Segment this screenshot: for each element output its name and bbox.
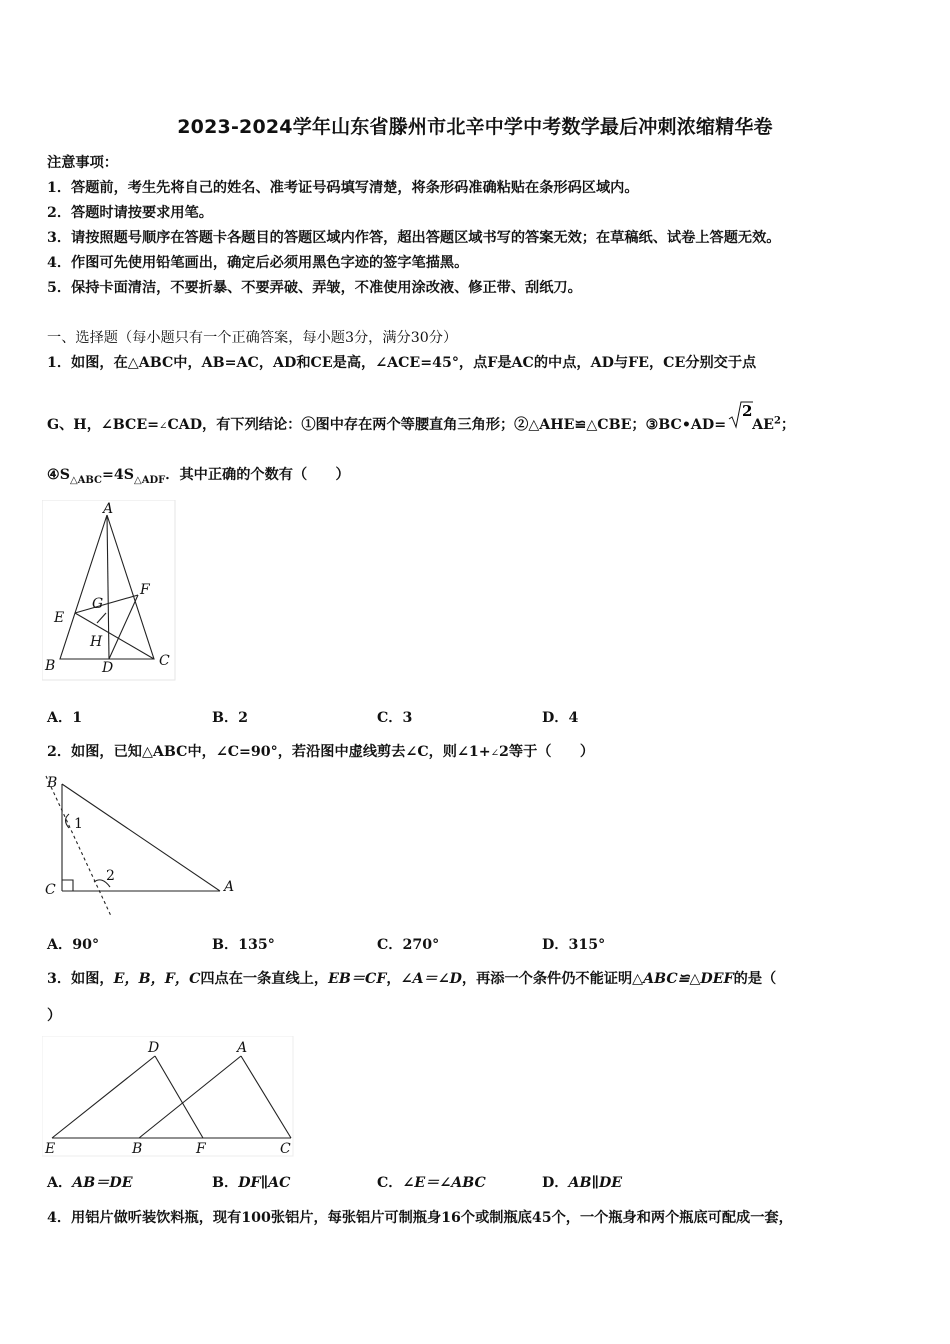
label-h: H: [90, 634, 103, 650]
q1-option-b[interactable]: B．2: [212, 710, 249, 726]
label-f: F: [196, 1141, 206, 1157]
option-math: DF∥AC: [238, 1175, 291, 1191]
q3-line1-d: ，再添一个条件仍不能证明: [461, 971, 633, 987]
option-prefix: A．: [47, 1175, 73, 1191]
segment-df: [155, 1056, 203, 1138]
q1-figure: [42, 500, 182, 685]
q3-line1-e: 的是（: [733, 971, 777, 987]
cut-line: [46, 776, 111, 916]
label-a: A: [237, 1040, 248, 1056]
q1-line3-b: =4S: [102, 467, 135, 483]
q1-line3-c: ．其中正确的个数有（ ）: [165, 467, 350, 483]
q1-option-d[interactable]: D．4: [542, 710, 579, 726]
q2-option-b[interactable]: B．135°: [212, 937, 275, 953]
segment-ed: [52, 1056, 155, 1138]
q1-line2: [47, 402, 796, 434]
notice-item: 4．作图可先使用铅笔画出，确定后必须用黑色字迹的签字笔描黑。: [47, 255, 469, 271]
q3-option-a[interactable]: [47, 1172, 133, 1192]
q2-text-end: 2等于（ ）: [499, 744, 595, 760]
q3-line1-eq1: EB＝CF: [328, 971, 387, 987]
side-ab: [62, 784, 220, 891]
altitude-ad: [107, 515, 109, 659]
q3-line1-eq2: ∠A＝∠D: [400, 971, 462, 987]
q2-text: [47, 741, 594, 761]
segment-ba: [139, 1056, 241, 1138]
label-c: C: [159, 653, 170, 669]
q3-option-c[interactable]: [377, 1172, 486, 1192]
notice-item: 1．答题前，考生先将自己的姓名、准考证号码填写清楚，将条形码准确粘贴在条形码区域内。: [47, 180, 639, 196]
sqrt-sign-icon: [728, 399, 754, 429]
q3-figure: [42, 1036, 297, 1158]
segment-df: [109, 595, 138, 659]
q1-line2-a: G、H，∠BCE=: [47, 417, 160, 433]
option-prefix: C．: [377, 1175, 403, 1191]
q2-option-d[interactable]: D．315°: [542, 937, 606, 953]
label-a: A: [224, 879, 235, 895]
option-math: ∠E＝∠ABC: [402, 1175, 486, 1191]
q1-line1: 1．如图，在△ABC中，AB=AC，AD和CE是高，∠ACE=45°，点F是AC的中点，AD与FE，CE分别交于点: [47, 355, 757, 371]
segment-h: [97, 613, 106, 623]
segment-ac: [241, 1056, 291, 1138]
notice-item: 3．请按照题号顺序在答题卡各题目的答题区域内作答，超出答题区域书写的答案无效；在草稿纸、试卷上答题无效。: [47, 230, 781, 246]
q3-line1: [47, 968, 776, 988]
q1-line2-c: CAD，有下列结论：①图中存在两个等腰直角三角形；②△AHE≌△CBE；③BC•AD=: [167, 417, 727, 433]
label-b: B: [45, 658, 56, 674]
q1-sqrt: [726, 402, 753, 429]
q1-line3: [47, 464, 350, 486]
right-angle-mark: [62, 880, 73, 891]
option-prefix: B．: [212, 1175, 239, 1191]
q3-option-d[interactable]: [542, 1172, 622, 1192]
option-prefix: D．: [542, 1175, 569, 1191]
q2-angle-symbol: ∠: [490, 748, 500, 759]
q3-option-b[interactable]: [212, 1172, 290, 1192]
q3-line2: ）: [47, 1008, 62, 1024]
q2-option-a[interactable]: A．90°: [47, 937, 100, 953]
label-angle-1: 1: [74, 816, 83, 832]
q3-line1-vars: E，B，F，C: [113, 971, 201, 987]
q1-line2-e: ；: [780, 417, 796, 433]
q1-sub-abc: △ABC: [69, 474, 103, 486]
label-c: C: [280, 1141, 291, 1157]
q1-option-a[interactable]: A．1: [47, 710, 83, 726]
q1-superscript: 2: [773, 415, 781, 427]
q2-option-c[interactable]: C．270°: [377, 937, 440, 953]
q2-figure: [42, 772, 252, 922]
section-heading: 一、选择题（每小题只有一个正确答案，每小题3分，满分30分）: [47, 330, 458, 346]
label-b: B: [47, 775, 58, 791]
notice-item: 2．答题时请按要求用笔。: [47, 205, 213, 221]
label-angle-2: 2: [106, 868, 115, 884]
label-a: A: [103, 501, 114, 517]
q3-line1-c: ，: [386, 971, 401, 987]
sqrt-radicand: 2: [742, 402, 753, 420]
q4-text: 4．用铝片做听装饮料瓶，现有100张铝片，每张铝片可制瓶身16个或制瓶底45个，一个瓶身和两个瓶底可配成一套，: [47, 1210, 793, 1226]
q2-text-a: 2．如图，已知△ABC中，∠C=90°，若沿图中虚线剪去∠C，则∠1+: [47, 744, 491, 760]
notice-heading: 注意事项：: [47, 155, 118, 171]
label-d: D: [148, 1040, 160, 1056]
altitude-ce: [75, 613, 154, 659]
q3-line1-tri: △ABC≌△DEF: [632, 971, 734, 987]
label-e: E: [45, 1141, 56, 1157]
label-f: F: [140, 582, 150, 598]
q1-line2-d: AE: [752, 417, 774, 433]
q1-line3-a: ④S: [47, 467, 70, 483]
label-d: D: [102, 660, 114, 676]
notice-item: 5．保持卡面清洁，不要折暴、不要弄破、弄皱，不准使用涂改液、修正带、刮纸刀。: [47, 280, 582, 296]
label-b: B: [132, 1141, 143, 1157]
segment-ef: [75, 595, 138, 613]
label-g: G: [92, 596, 104, 612]
q1-option-c[interactable]: C．3: [377, 710, 413, 726]
label-c: C: [45, 882, 56, 898]
q1-angle-symbol: ∠: [159, 421, 168, 432]
q1-sub-adf: △ADF: [134, 474, 166, 486]
q3-line1-a: 3．如图，: [47, 971, 114, 987]
option-math: AB∥DE: [568, 1175, 623, 1191]
q3-line1-b: 四点在一条直线上，: [200, 971, 329, 987]
option-math: AB＝DE: [72, 1175, 133, 1191]
label-e: E: [54, 610, 65, 626]
page-title: 2023-2024学年山东省滕州市北辛中学中考数学最后冲刺浓缩精华卷: [177, 116, 773, 138]
